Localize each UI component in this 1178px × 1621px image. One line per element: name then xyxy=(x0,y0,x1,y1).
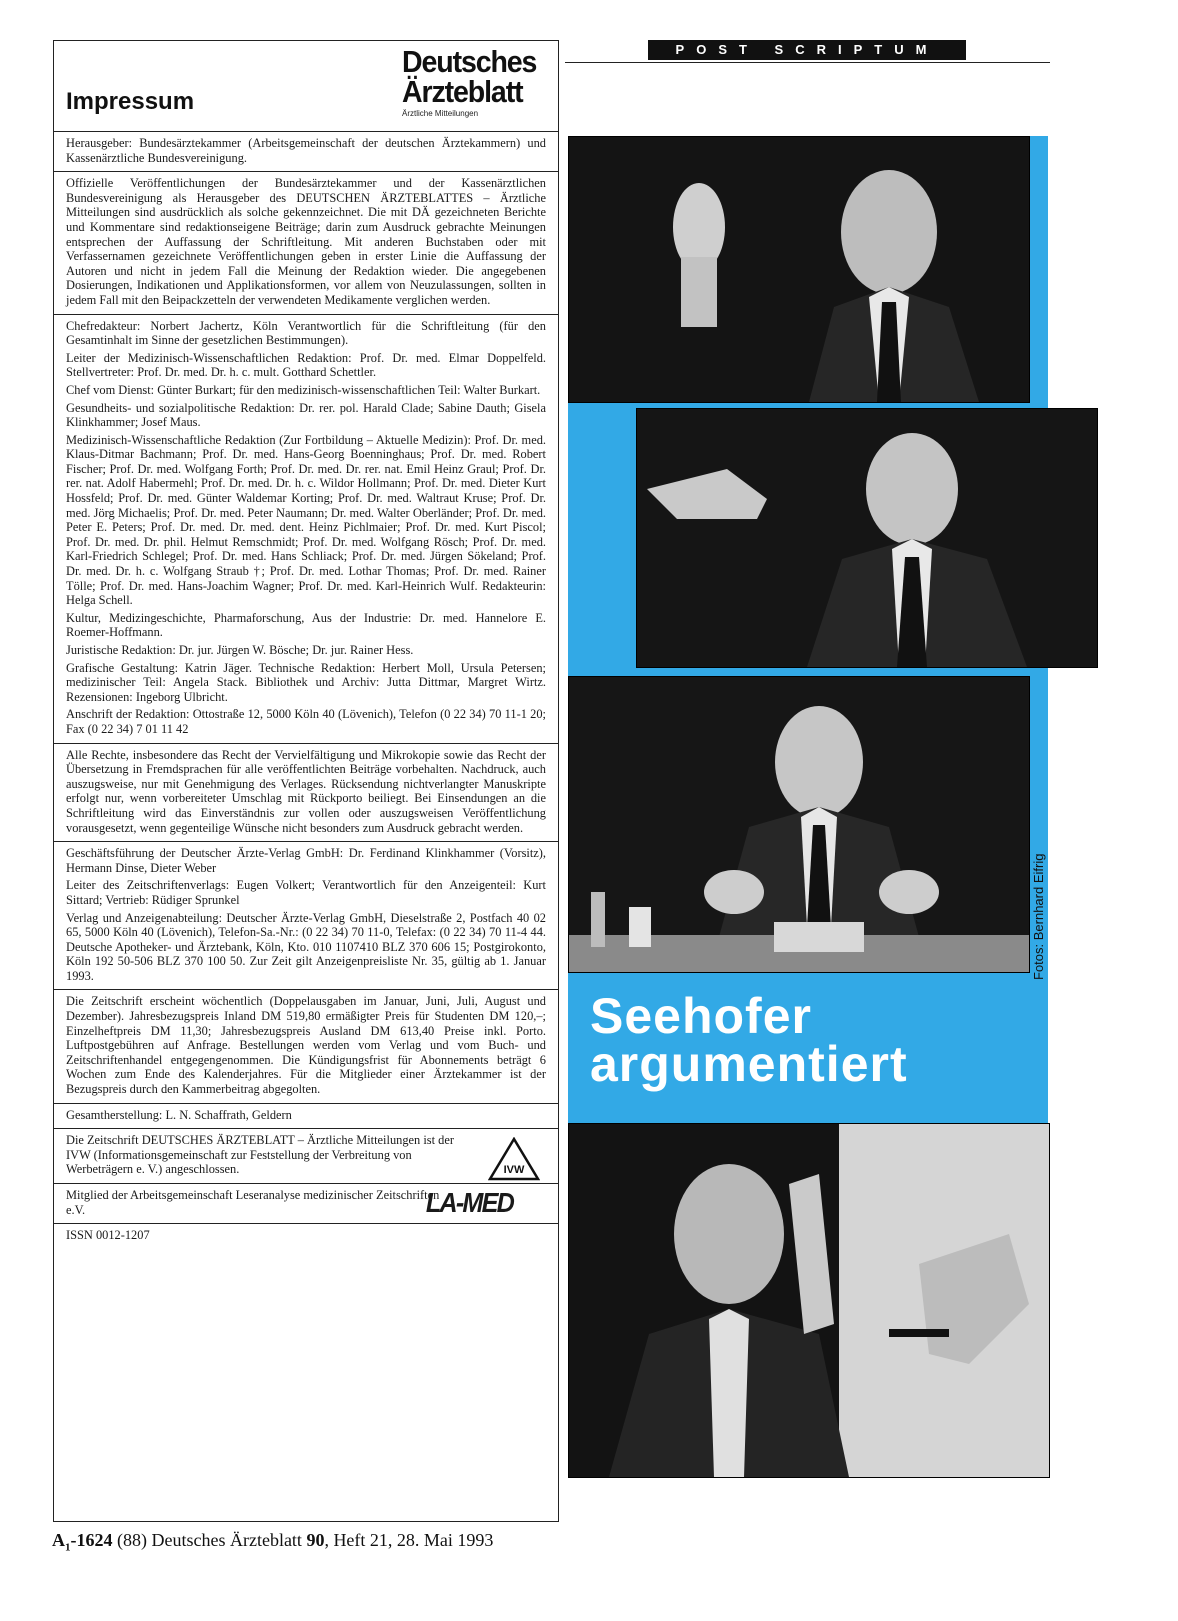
photo-image xyxy=(569,137,1029,402)
masthead-line1: Deutsches xyxy=(402,44,537,79)
post-scriptum-banner: POST SCRIPTUM xyxy=(648,40,966,60)
text-paragraph: Gesamtherstellung: L. N. Schaffrath, Geldern xyxy=(66,1107,292,1122)
footer-page-sub: 1 xyxy=(65,1541,71,1554)
masthead-logo xyxy=(402,44,548,118)
lamed-logo: LA-MED xyxy=(425,1187,514,1218)
text-paragraph: Grafische Gestaltung: Katrin Jäger. Technische Redaktion: Herbert Moll, Ursula Petersen; medizinischer Teil: Angela Stack. Bibliothek und Archiv: Jutta Dittmar, Margret Wirtz. Rezensionen: Ingeborg Ulbricht. xyxy=(66,660,546,704)
text-paragraph: Leiter der Medizinisch-Wissenschaftlichen Redaktion: Prof. Dr. med. Elmar Doppelfeld. Stellvertreter: Prof. Dr. med. Dr. h. c. mult. Gotthard Schettler. xyxy=(66,350,546,380)
photo-seehofer-2 xyxy=(636,408,1098,668)
section-subscription xyxy=(54,990,558,1103)
text-paragraph: Kultur, Medizingeschichte, Pharmaforschung, Aus der Industrie: Dr. med. Hannelore E. Roemer-Hoffmann. xyxy=(66,610,546,640)
text-paragraph: Juristische Redaktion: Dr. jur. Jürgen W. Bösche; Dr. jur. Rainer Hess. xyxy=(66,643,414,657)
masthead-subtitle: Ärztliche Mitteilungen xyxy=(402,109,479,118)
photo-seehofer-3 xyxy=(568,676,1030,973)
text-paragraph: Die Zeitschrift DEUTSCHES ÄRZTEBLATT – Ärztliche Mitteilungen ist der IVW (Informationsgemeinschaft zur Feststellung der Verbreitung von Werbeträgern e. V.) angeschlossen. xyxy=(66,1133,454,1177)
footer-page-number: -1624 xyxy=(70,1530,113,1550)
photo-image xyxy=(637,409,1097,667)
ivw-logo-icon xyxy=(488,1137,540,1181)
footer-volume: 90 xyxy=(306,1530,325,1550)
section-official-notice xyxy=(54,172,558,314)
headline-line1: Seehofer xyxy=(590,988,812,1044)
section-publisher xyxy=(54,132,558,172)
page-footer xyxy=(52,1530,493,1554)
impressum-title: Impressum xyxy=(66,88,195,115)
text-paragraph: Medizinisch-Wissenschaftliche Redaktion (Zur Fortbildung – Aktuelle Medizin): Prof. Dr. med. Klaus-Ditmar Bachmann; Prof. Dr. med. Hans-Georg Boenninghaus; Prof. Dr. med. Robert Fischer; Prof. Dr. med. Wolfgang Forth; Prof. Dr. med. Dr. rer. nat. Emil Heinz Graul; Prof. Dr. rer. nat. Adolf Habermehl; Prof. Dr. med. Dr. h. c. Wildor Hollmann; Prof. Dr. med. Dieter Kurt Hossfeld; Prof. Dr. med. Günter Waldemar Korting; Prof. Dr. med. Waltraut Kruse; Prof. Dr. med. Jörg Michaelis; Prof. Dr. med. Peter Naumann; Dr. med. Walter Oberländer; Prof. Dr. med. Peter E. Peters; Prof. Dr. med. Dr. med. dent. Heinz Pichlmaier; Prof. Dr. med. Kurt Piscol; Prof. Dr. med. Dr. phil. Helmut Remschmidt; Prof. Dr. med. Wolfgang Rösch; Prof. Dr. med. Karl-Friedrich Schlegel; Prof. Dr. med. Hans Schliack; Prof. Dr. med. Jürgen Sökeland; Prof. Dr. med. Dr. h. c. Wolfgang Straub †; Prof. Dr. med. Lothar Thomas; Prof. Dr. med. Rainer Tölle; Prof. Dr. med. Hans-Joachim Wagner; Prof. Dr. med. Karl-Heinrich Wulf. Redakteurin: Helga Schell. xyxy=(66,432,546,608)
section-ivw xyxy=(54,1129,558,1184)
section-issn xyxy=(54,1224,558,1249)
text-paragraph: Verlag und Anzeigenabteilung: Deutscher Ärzte-Verlag GmbH, Dieselstraße 2, Postfach 40 02 65, 5000 Köln 40 (Lövenich), Telefon-Sa.-Nr.: (0 22 34) 70 11-0, Telefax: (0 22 34) 70 11-4 44. Deutsche Apotheker- und Ärztebank, Köln, Kto. 010 1107410 BLZ 370 606 15; Postgirokonto, Köln 192 50-506 BLZ 370 100 50. Zur Zeit gilt Anzeigenpreisliste Nr. 35, gültig ab 1. Januar 1993. xyxy=(66,910,546,983)
impressum-box xyxy=(53,40,559,1522)
section-editorial-staff xyxy=(54,315,558,744)
footer-page-prefix: A xyxy=(52,1530,65,1550)
photo-seehofer-4 xyxy=(568,1123,1050,1478)
text-paragraph: Mitglied der Arbeitsgemeinschaft Leseranalyse medizinischer Zeitschriften e.V. xyxy=(66,1188,440,1217)
headline xyxy=(590,988,1040,1092)
headline-line2: argumentiert xyxy=(590,1036,908,1092)
issn-text: ISSN 0012-1207 xyxy=(66,1228,150,1243)
text-paragraph: Herausgeber: Bundesärztekammer (Arbeitsgemeinschaft der deutschen Ärztekammern) und Kassenärztliche Bundesvereinigung. xyxy=(66,136,546,165)
text-paragraph: Offizielle Veröffentlichungen der Bundesärztekammer und der Kassenärztlichen Bundesvereinigung als Herausgeber des DEUTSCHEN ÄRZTEBLATTES – Ärztliche Mitteilungen sind ausdrücklich als solche gekennzeichnet. Die mit DÄ gezeichneten Berichte und Kommentare sind redaktionseigene Beiträge; darin zum Ausdruck gebrachte Meinungen entsprechen der Auffassung der Schriftleitung. Mit anderen Buchstaben oder mit Verfassernamen gezeichnete Veröffentlichungen geben in erster Linie die Auffassung der Autoren und nicht in jedem Fall die Meinung der Redaktion wieder. Die angegebenen Dosierungen, Indikationen und Applikationsformen, vor allem von Neuzulassungen, sollten in jedem Fall mit den Beipackzetteln der verwendeten Medikamente verglichen werden. xyxy=(66,176,546,307)
section-printing xyxy=(54,1104,558,1130)
section-rights xyxy=(54,744,558,843)
text-paragraph: Die Zeitschrift erscheint wöchentlich (Doppelausgaben im Januar, Juni, Juli, August und Dezember). Jahresbezugspreis Inland DM 519,80 ermäßigter Preis für Studenten DM 120,–; Einzelheftpreis DM 11,30; Jahresbezugspreis Ausland DM 613,40 Preise inkl. Porto. Luftpostgebühren auf Anfrage. Bestellungen werden vom Verlag und vom Buch- und Zeitschriftenhandel entgegengenommen. Die Kündigungsfrist für Abonnements beträgt 6 Wochen zum Ende des Kalenderjahres. Für die Mitglieder einer Ärztekammer ist der Bezugspreis durch den Kammerbeitrag abgegolten. xyxy=(66,994,546,1097)
text-paragraph: Alle Rechte, insbesondere das Recht der Vervielfältigung und Mikrokopie sowie das Recht der Übersetzung in Fremdsprachen für alle veröffentlichten Beiträge vorbehalten. Nachdruck, auch auszugsweise, nur mit Genehmigung des Verlages. Rücksendung nichtverlangter Manuskripte erfolgt nur, wenn vorbereiteter Umschlag mit Rückporto beiliegt. Bei Einsendungen an die Schriftleitung wird das Einverständnis zur vollen oder auszugsweisen Veröffentlichung vorausgesetzt, wenn gegenteilige Wünsche nicht besonders zum Ausdruck gebracht werden. xyxy=(66,747,546,835)
text-paragraph: Leiter des Zeitschriftenverlags: Eugen Volkert; Verantwortlich für den Anzeigenteil: Kurt Sittard; Vertrieb: Rüdiger Sprunkel xyxy=(66,878,546,907)
footer-publication: (88) Deutsches Ärzteblatt xyxy=(117,1530,302,1550)
photo-image xyxy=(569,1124,1049,1477)
section-publisher-management xyxy=(54,842,558,990)
impressum-header xyxy=(54,41,558,132)
masthead-line2: Ärzteblatt xyxy=(402,74,523,109)
text-paragraph: Chef vom Dienst: Günter Burkart; für den medizinisch-wissenschaftlichen Teil: Walter Burkart. xyxy=(66,382,541,397)
text-paragraph: Chefredakteur: Norbert Jachertz, Köln Verantwortlich für die Schriftleitung (für den Gesamtinhalt im Sinne der gesetzlichen Bestimmungen). xyxy=(66,318,546,348)
header-rule xyxy=(565,62,1050,63)
text-paragraph: Geschäftsführung der Deutscher Ärzte-Verlag GmbH: Dr. Ferdinand Klinkhammer (Vorsitz), Hermann Dinse, Dieter Weber xyxy=(66,846,546,875)
photo-seehofer-1 xyxy=(568,136,1030,403)
text-paragraph: Anschrift der Redaktion: Ottostraße 12, 5000 Köln 40 (Lövenich), Telefon (0 22 34) 70 11-1 20; Fax (0 22 34) 7 01 11 42 xyxy=(66,707,546,736)
photo-credit: Fotos: Bernhard Eifrig xyxy=(1031,853,1046,980)
footer-issue-date: , Heft 21, 28. Mai 1993 xyxy=(324,1530,494,1550)
section-lamed xyxy=(54,1184,558,1224)
photo-image xyxy=(569,677,1029,972)
ivw-logo-text: IVW xyxy=(503,1164,525,1177)
text-paragraph: Gesundheits- und sozialpolitische Redaktion: Dr. rer. pol. Harald Clade; Sabine Dauth; Gisela Klinkhammer; Josef Maus. xyxy=(66,400,546,430)
